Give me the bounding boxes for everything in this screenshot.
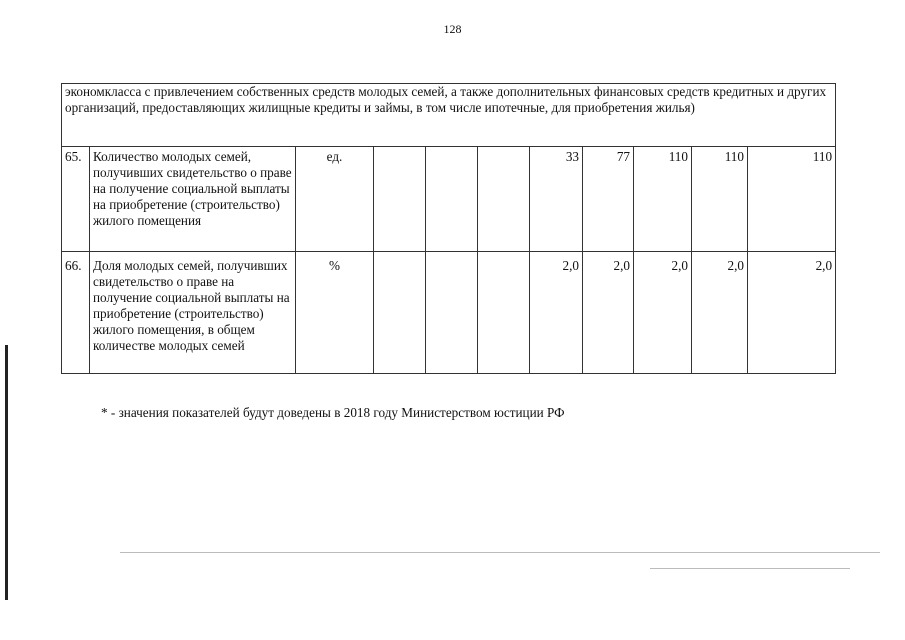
footnote: * - значения показателей будут доведены в 2018 году Министерством юстиции РФ (101, 405, 565, 420)
value-cell: 110 (748, 147, 836, 252)
scan-noise (120, 552, 880, 553)
value-cell (374, 252, 426, 374)
value-cell (426, 252, 478, 374)
scan-edge-line (5, 345, 8, 600)
indicator-name: Количество молодых семей, получивших свидетельство о праве на получение социальной выплаты на приобретение (строительство) жилого помещения (90, 147, 296, 252)
table-row (62, 252, 836, 374)
value-cell (374, 147, 426, 252)
value-cell (478, 252, 530, 374)
indicators-table (61, 83, 836, 374)
value-cell: 2,0 (692, 252, 748, 374)
row-number: 65. (62, 147, 90, 252)
value-cell: 2,0 (530, 252, 583, 374)
value-cell: 2,0 (634, 252, 692, 374)
value-cell: 33 (530, 147, 583, 252)
row-number: 66. (62, 252, 90, 374)
unit-cell: % (296, 252, 374, 374)
value-cell: 110 (692, 147, 748, 252)
value-cell: 77 (583, 147, 634, 252)
indicator-name: Доля молодых семей, получивших свидетельство о праве на получение социальной выплаты на приобретение (строительство) жилого помещения, в общем количестве молодых семей (90, 252, 296, 374)
value-cell (426, 147, 478, 252)
scan-noise (650, 568, 850, 569)
value-cell (478, 147, 530, 252)
table-section-intro: экономкласса с привлечением собственных средств молодых семей, а также дополнительных финансовых средств кредитных и других организаций, предоставляющих жилищные кредиты и займы, в том числе ипотечные, для приобретения жилья) (62, 84, 836, 147)
unit-cell: ед. (296, 147, 374, 252)
page-number: 128 (443, 22, 462, 36)
table-row (62, 147, 836, 252)
value-cell: 2,0 (748, 252, 836, 374)
value-cell: 2,0 (583, 252, 634, 374)
value-cell: 110 (634, 147, 692, 252)
